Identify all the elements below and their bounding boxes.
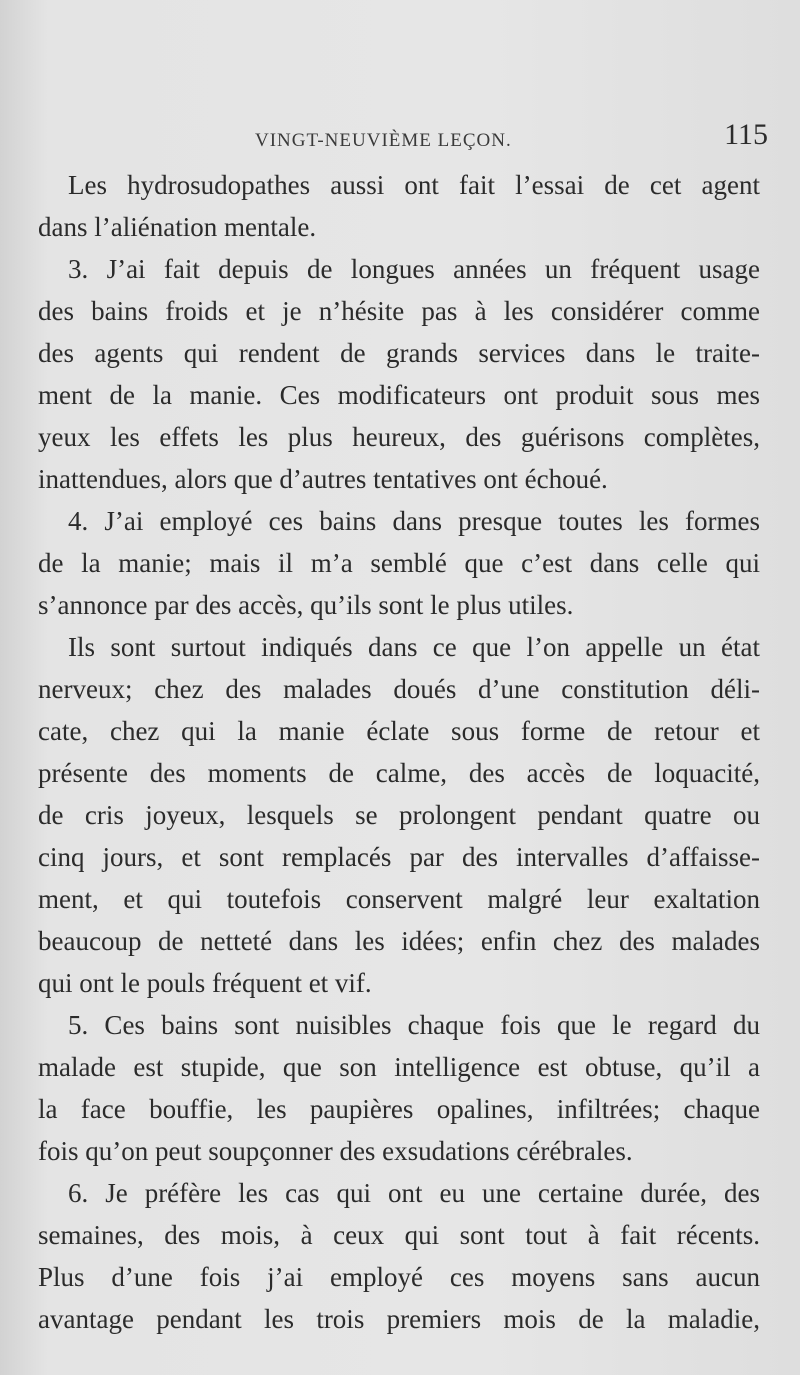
text-line: présente des moments de calme, des accès de loquacité, [38,758,760,788]
text-line: des bains froids et je n’hésite pas à les considérer comme [38,296,760,326]
text-line: inattendues, alors que d’autres tentatives ont échoué. [38,464,608,494]
text-line: 5. Ces bains sont nuisibles chaque fois que le regard du [68,1010,760,1040]
text-line: 4. J’ai employé ces bains dans presque toutes les formes [68,506,760,536]
text-line: Plus d’une fois j’ai employé ces moyens sans aucun [38,1262,760,1292]
paragraph [38,1004,760,1172]
text-line: 3. J’ai fait depuis de longues années un fréquent usage [68,254,760,284]
paragraph [38,626,760,1004]
page-number: 115 [724,118,768,151]
text-line: avantage pendant les trois premiers mois de la maladie, [38,1304,760,1334]
text-line: nerveux; chez des malades doués d’une constitution déli- [38,674,760,704]
text-line: la face bouffie, les paupières opalines, infiltrées; chaque [38,1094,760,1124]
text-line: ment, et qui toutefois conservent malgré leur exaltation [38,884,760,914]
page-header [0,118,800,158]
text-line: des agents qui rendent de grands services dans le traite- [38,338,760,368]
body-text [38,164,760,1340]
text-line: de la manie; mais il m’a semblé que c’est dans celle qui [38,548,760,578]
paragraph [38,500,760,626]
paragraph [38,248,760,500]
text-line: qui ont le pouls fréquent et vif. [38,968,372,998]
running-title: VINGT-NEUVIÈME LEÇON. [255,130,512,151]
text-line: Ils sont surtout indiqués dans ce que l’on appelle un état [68,632,760,662]
text-line: ment de la manie. Ces modificateurs ont produit sous mes [38,380,760,410]
text-line: malade est stupide, que son intelligence est obtuse, qu’il a [38,1052,760,1082]
text-line: fois qu’on peut soupçonner des exsudations cérébrales. [38,1136,633,1166]
paragraph [38,164,760,248]
text-line: 6. Je préfère les cas qui ont eu une certaine durée, des [68,1178,760,1208]
text-line: cinq jours, et sont remplacés par des intervalles d’affaisse- [38,842,760,872]
text-line: Les hydrosudopathes aussi ont fait l’essai de cet agent [68,170,760,200]
text-line: semaines, des mois, à ceux qui sont tout à fait récents. [38,1220,760,1250]
paragraph [38,1172,760,1340]
text-line: de cris joyeux, lesquels se prolongent pendant quatre ou [38,800,760,830]
text-line: beaucoup de netteté dans les idées; enfin chez des malades [38,926,760,956]
text-line: dans l’aliénation mentale. [38,212,317,242]
text-line: cate, chez qui la manie éclate sous forme de retour et [38,716,760,746]
text-line: s’annonce par des accès, qu’ils sont le plus utiles. [38,590,574,620]
text-line: yeux les effets les plus heureux, des guérisons complètes, [38,422,760,452]
